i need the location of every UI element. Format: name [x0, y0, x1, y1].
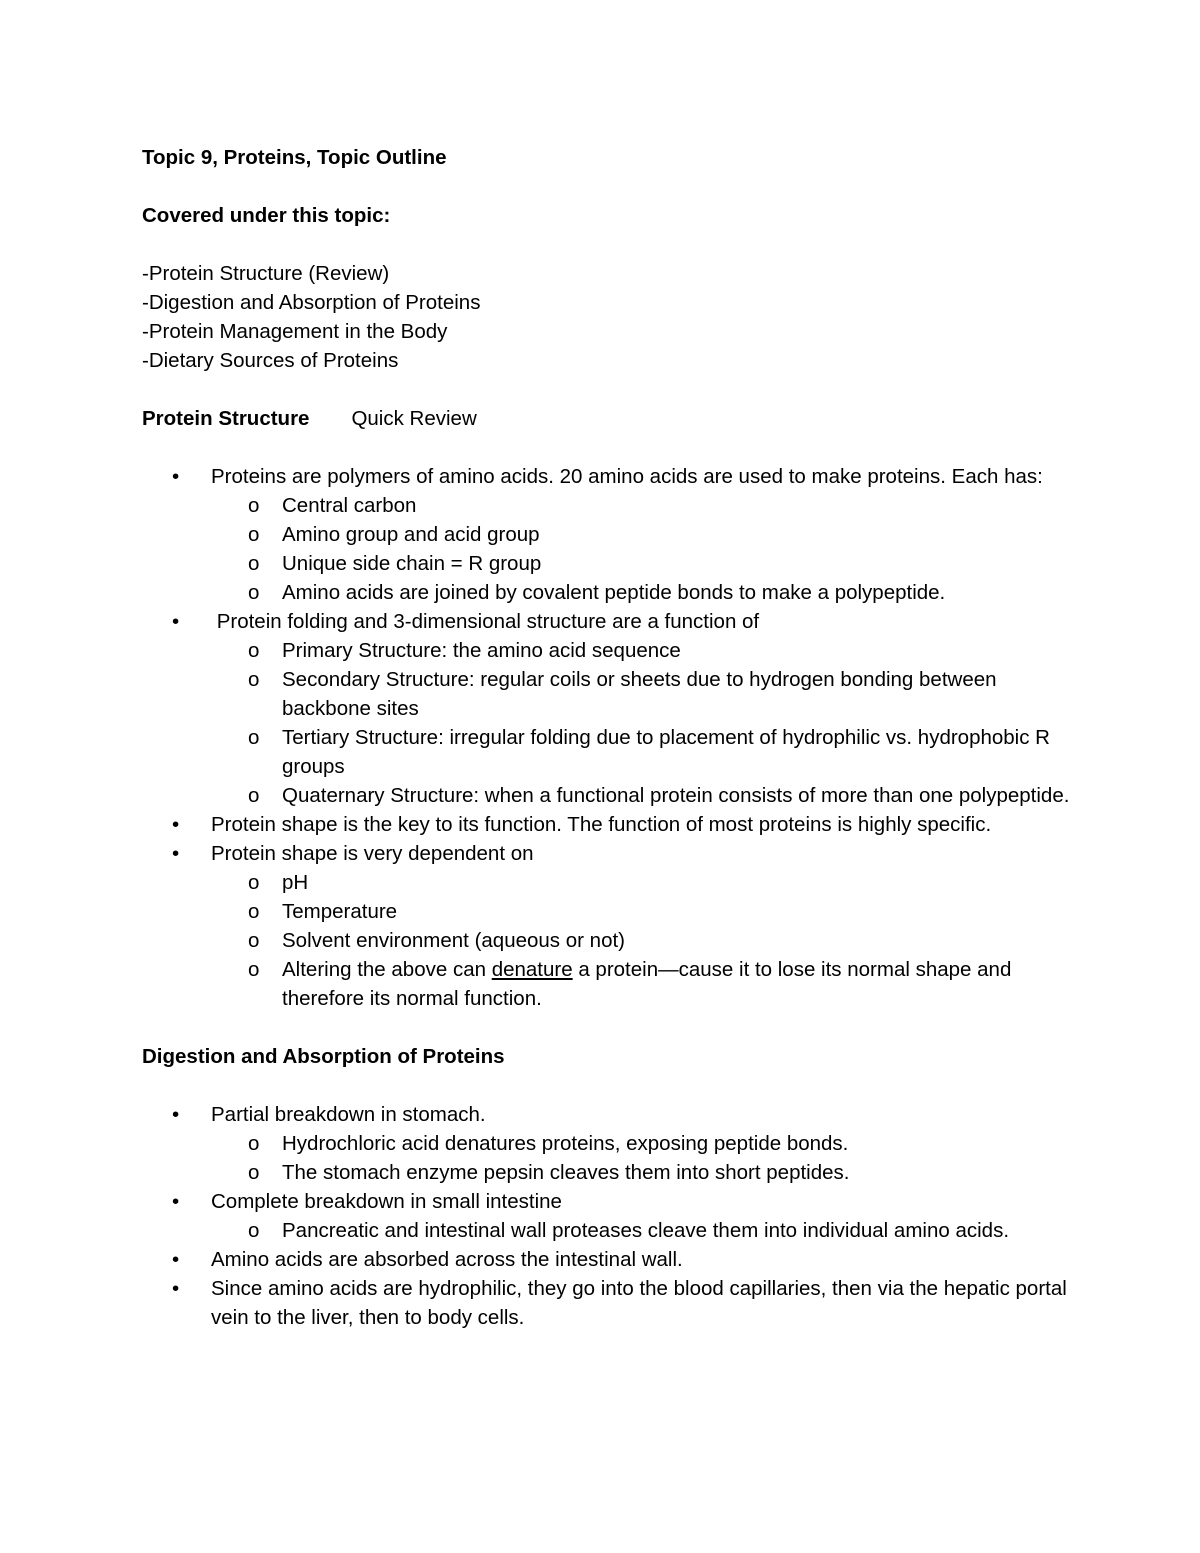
list-item: [142, 1100, 1082, 1187]
sub-list: [211, 491, 1082, 607]
topic-list-item: -Digestion and Absorption of Proteins: [142, 291, 481, 314]
sub-bullet-icon: o: [248, 523, 260, 546]
list-item-text: Since amino acids are hydrophilic, they go into the blood capillaries, then via the hepatic portal vein to the liver, then to body cells.: [211, 1277, 1067, 1329]
sub-bullet-icon: o: [248, 726, 260, 749]
document-title: Topic 9, Proteins, Topic Outline: [142, 146, 447, 169]
sub-list-item: o Temperature: [211, 897, 1082, 926]
sub-bullet-icon: o: [248, 1161, 260, 1184]
sub-bullet-icon: o: [248, 581, 260, 604]
list-item-text: Amino acids are absorbed across the intestinal wall.: [211, 1248, 683, 1271]
topic-list: [142, 259, 1082, 375]
sub-bullet-icon: o: [248, 668, 260, 691]
sub-list-item: o Quaternary Structure: when a functional protein consists of more than one polypeptide.: [211, 781, 1082, 810]
list-item-text: Protein shape is the key to its function. The function of most proteins is highly specific.: [211, 813, 992, 836]
list-item-text: Proteins are polymers of amino acids. 20 amino acids are used to make proteins. Each has:: [211, 465, 1043, 488]
sub-list-item: o The stomach enzyme pepsin cleaves them into short peptides.: [211, 1158, 1082, 1187]
bullet-icon: •: [172, 842, 180, 865]
document-content: [142, 143, 1082, 1361]
section-subheading: Quick Review: [351, 407, 477, 430]
list-item: [142, 839, 1082, 1013]
sub-bullet-icon: o: [248, 1132, 260, 1155]
list-item: [142, 810, 1082, 839]
bullet-icon: •: [172, 610, 180, 633]
section-heading: Digestion and Absorption of Proteins: [142, 1045, 505, 1068]
covered-heading: Covered under this topic:: [142, 204, 391, 227]
sub-list-item: o Amino acids are joined by covalent peptide bonds to make a polypeptide.: [211, 578, 1082, 607]
list-item-text: Complete breakdown in small intestine: [211, 1190, 562, 1213]
sub-list-item: o Secondary Structure: regular coils or sheets due to hydrogen bonding between backbone sites: [211, 665, 1082, 723]
sub-list-item: o Altering the above can denature a protein—cause it to lose its normal shape and therefore its normal function.: [211, 955, 1082, 1013]
list-item: [142, 1245, 1082, 1274]
bullet-icon: •: [172, 1190, 180, 1213]
sub-bullet-icon: o: [248, 639, 260, 662]
digestion-list: [142, 1100, 1082, 1332]
bullet-icon: •: [172, 465, 180, 488]
topic-list-item: -Dietary Sources of Proteins: [142, 349, 399, 372]
section-digestion-heading: [142, 1042, 1082, 1071]
bullet-icon: •: [172, 1248, 180, 1271]
sub-list-item: o Pancreatic and intestinal wall proteases cleave them into individual amino acids.: [211, 1216, 1082, 1245]
sub-bullet-icon: o: [248, 929, 260, 952]
sub-list: [211, 636, 1082, 810]
list-item-text: Partial breakdown in stomach.: [211, 1103, 486, 1126]
sub-list-item: o pH: [211, 868, 1082, 897]
sub-list-item: o Solvent environment (aqueous or not): [211, 926, 1082, 955]
sub-list: [211, 1216, 1082, 1245]
section-protein-structure-heading: [142, 404, 1082, 433]
sub-list-item: o Unique side chain = R group: [211, 549, 1082, 578]
sub-bullet-icon: o: [248, 784, 260, 807]
sub-list-item: o Amino group and acid group: [211, 520, 1082, 549]
sub-list-item: o Hydrochloric acid denatures proteins, exposing peptide bonds.: [211, 1129, 1082, 1158]
sub-list: [211, 1129, 1082, 1187]
sub-bullet-icon: o: [248, 494, 260, 517]
sub-bullet-icon: o: [248, 1219, 260, 1242]
section-heading: Protein Structure: [142, 407, 310, 430]
sub-list-item: o Tertiary Structure: irregular folding due to placement of hydrophilic vs. hydrophobic R groups: [211, 723, 1082, 781]
list-item: [142, 1187, 1082, 1245]
bullet-icon: •: [172, 1277, 180, 1300]
sub-bullet-icon: o: [248, 900, 260, 923]
sub-bullet-icon: o: [248, 871, 260, 894]
sub-list-item: o Central carbon: [211, 491, 1082, 520]
list-item-text: Protein folding and 3-dimensional structure are a function of: [211, 610, 760, 633]
list-item: [142, 607, 1082, 810]
protein-structure-list: [142, 462, 1082, 1013]
bullet-icon: •: [172, 1103, 180, 1126]
sub-list: [211, 868, 1082, 1013]
sub-list-item: o Primary Structure: the amino acid sequence: [211, 636, 1082, 665]
list-item: [142, 462, 1082, 607]
denature-term: denature: [491, 958, 573, 981]
topic-list-item: -Protein Structure (Review): [142, 262, 390, 285]
list-item: [142, 1274, 1082, 1332]
list-item-text: Protein shape is very dependent on: [211, 842, 534, 865]
sub-bullet-icon: o: [248, 958, 260, 981]
bullet-icon: •: [172, 813, 180, 836]
sub-bullet-icon: o: [248, 552, 260, 575]
topic-list-item: -Protein Management in the Body: [142, 320, 448, 343]
